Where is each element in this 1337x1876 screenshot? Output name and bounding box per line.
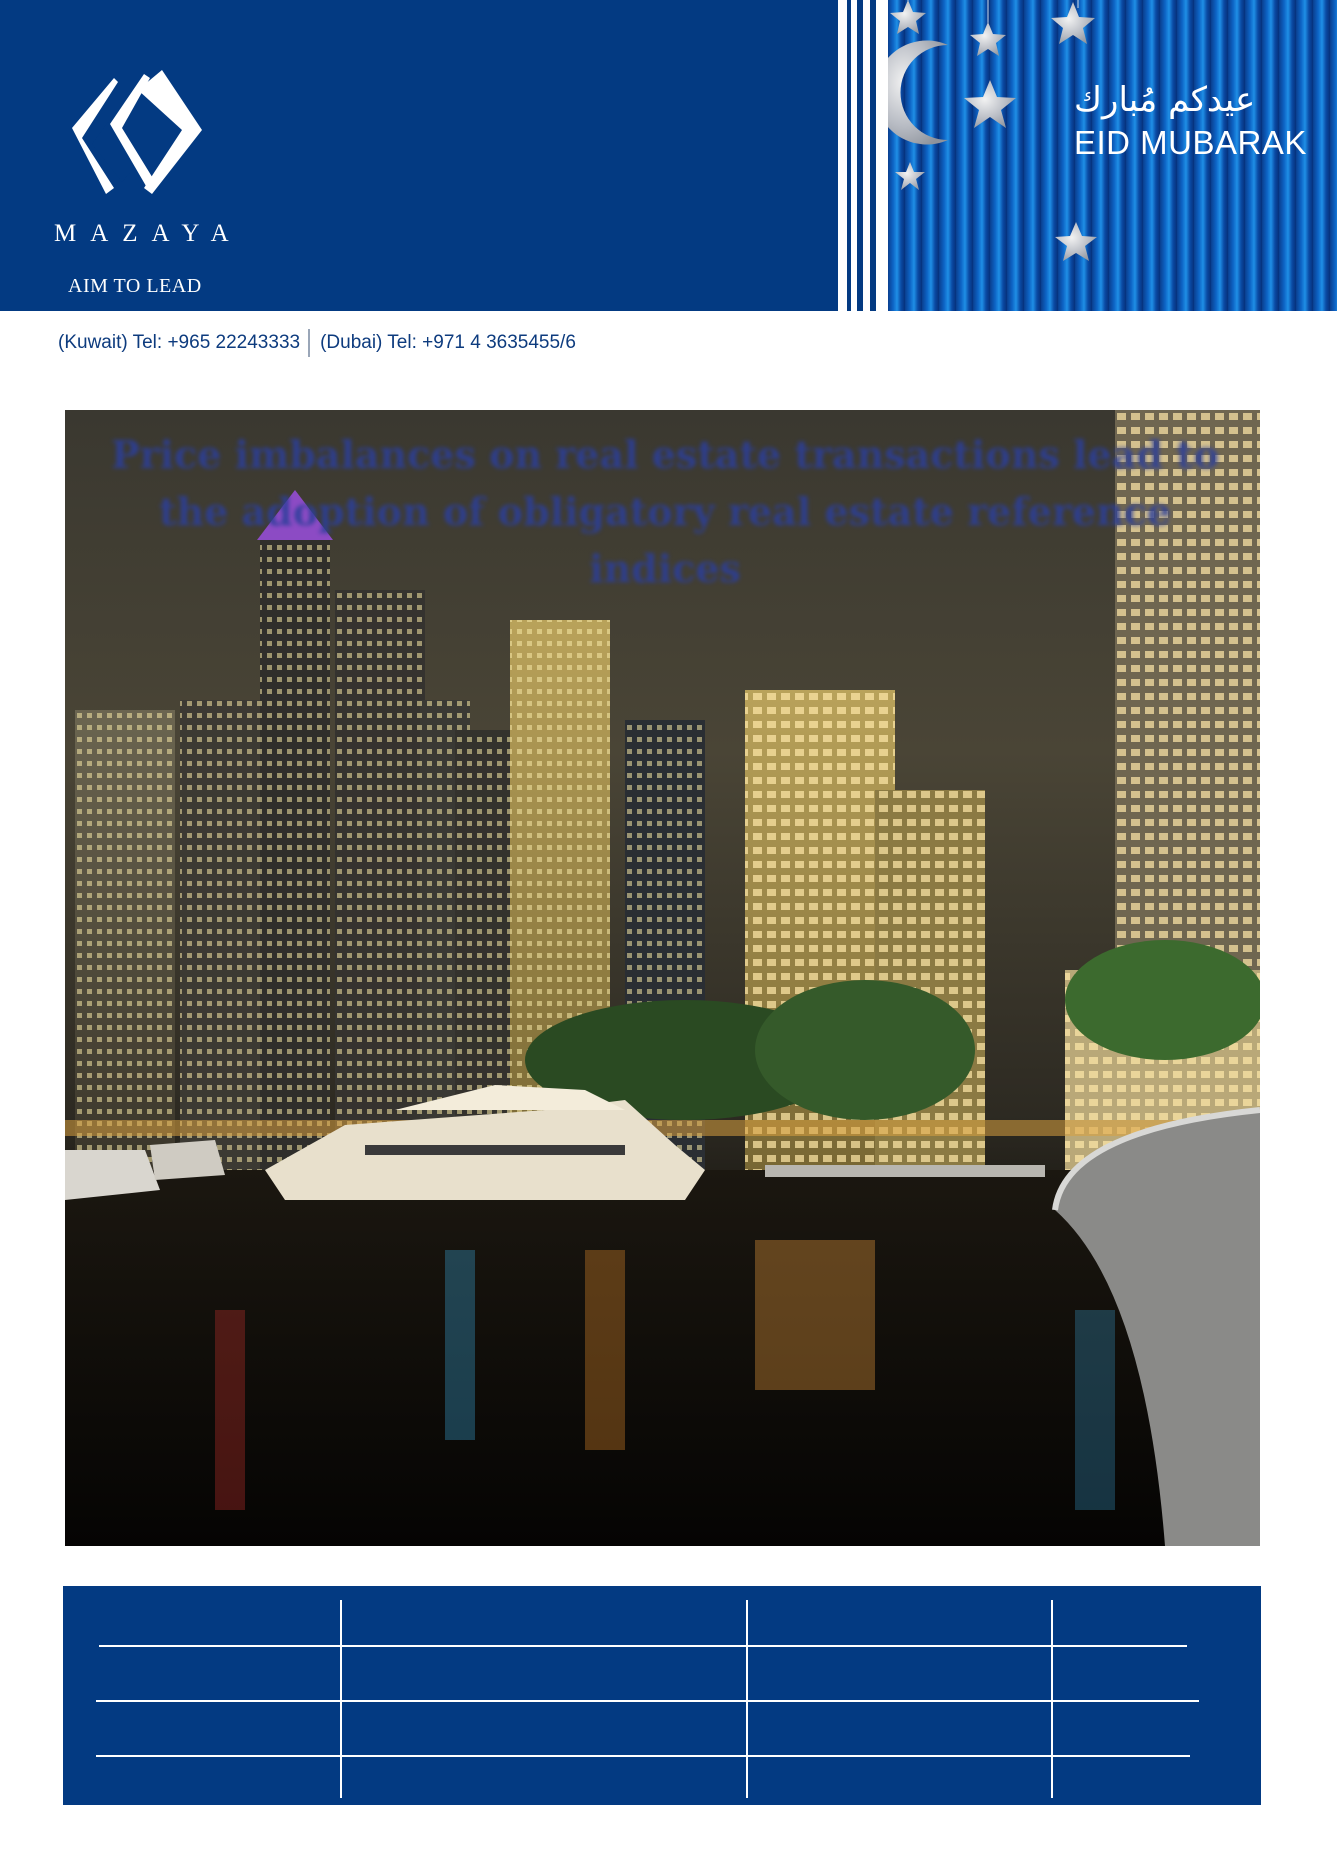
- crescent-icon: [917, 160, 998, 301]
- mazaya-logo-icon: [52, 64, 212, 224]
- contact-kuwait: (Kuwait) Tel: +965 22243333: [58, 332, 301, 353]
- table-column-divider: [746, 1600, 748, 1798]
- page-header: [0, 0, 1337, 311]
- table-column-divider: [340, 1600, 342, 1798]
- table-row-divider: [96, 1700, 1199, 1702]
- hero-photo: [65, 410, 1260, 1546]
- crescent-icon: [888, 41, 948, 145]
- eid-banner: [888, 0, 1337, 311]
- info-table: [63, 1586, 1261, 1805]
- divider-stripes: [838, 0, 888, 311]
- brand-tagline: AIM TO LEAD: [68, 275, 202, 297]
- eid-greeting-arabic: عيدكم مُبارك: [1074, 80, 1256, 120]
- eid-greeting-latin: EID MUBARAK: [1074, 124, 1307, 161]
- contact-line: [58, 329, 576, 357]
- table-row-divider: [96, 1755, 1190, 1757]
- table-row-divider: [99, 1645, 1187, 1647]
- contact-dubai: (Dubai) Tel: +971 4 3635455/6: [320, 332, 576, 353]
- table-column-divider: [1051, 1600, 1053, 1798]
- contact-separator: [308, 329, 310, 357]
- brand-name: MAZAYA: [54, 220, 243, 247]
- hero-title: Price imbalances on real estate transactions lead to the adoption of obligatory real estate reference indices: [111, 432, 1219, 591]
- brand-panel: [0, 0, 838, 311]
